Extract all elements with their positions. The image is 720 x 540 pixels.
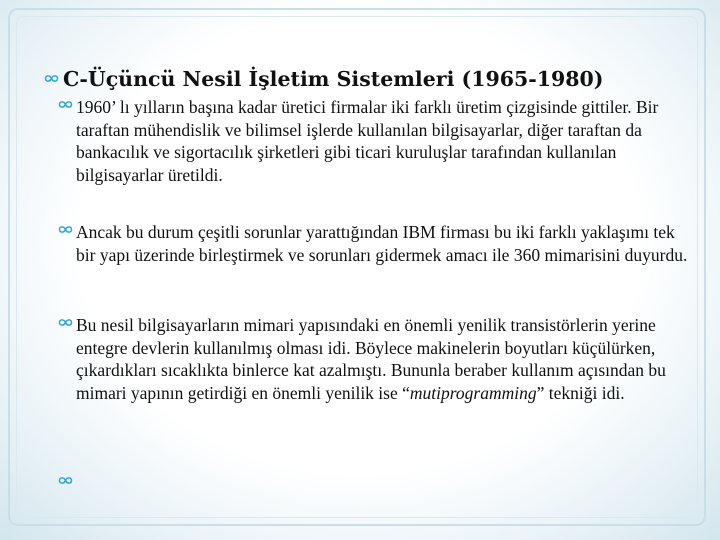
bullet-item	[58, 96, 690, 186]
empty-bullet	[58, 475, 73, 486]
loop-bullet-icon	[58, 475, 73, 486]
bullet-text-start: Bu nesil bilgisayarların mimari yapısındaki en önemli yenilik transistörlerin yerine entegre devlerin kullanılmış olması idi. Böylece makinelerin boyutları küçülürken, çıkardıkları sıcaklıkta binlerce kat azalmıştı. Bununla beraber kullanım açısından bu mimari yapının getirdiği en önemli yenilik ise “	[76, 315, 666, 403]
loop-bullet-icon	[44, 73, 59, 84]
emphasized-term: mutiprogramming	[409, 382, 537, 403]
bullet-item	[58, 221, 690, 266]
slide-title-text: C-Üçüncü Nesil İşletim Sistemleri (1965-1980)	[63, 67, 604, 91]
bullet-item	[58, 314, 690, 404]
bullet-text-end: ” tekniği idi.	[536, 382, 625, 403]
bullet-text: 1960’ lı yılların başına kadar üretici firmalar iki farklı üretim çizgisinde gittiler. Bir taraftan mühendislik ve bilimsel işlerde kullanılan bilgisayarlar, diğer taraftan da bankacılık ve sigortacılık şirketleri gibi ticari kuruluşlar tarafından kullanılan bilgisayarlar üretildi.	[76, 97, 659, 185]
loop-bullet-icon	[58, 99, 73, 110]
loop-bullet-icon	[58, 224, 73, 235]
bullet-text: Ancak bu durum çeşitli sorunlar yarattığından IBM firması bu iki farklı yaklaşımı tek bir yapı üzerinde birleştirmek ve sorunları gidermek amacı ile 360 mimarisini duyurdu.	[76, 222, 688, 265]
loop-bullet-icon	[58, 317, 73, 328]
slide-title	[44, 64, 704, 94]
bullet-text	[58, 314, 690, 404]
